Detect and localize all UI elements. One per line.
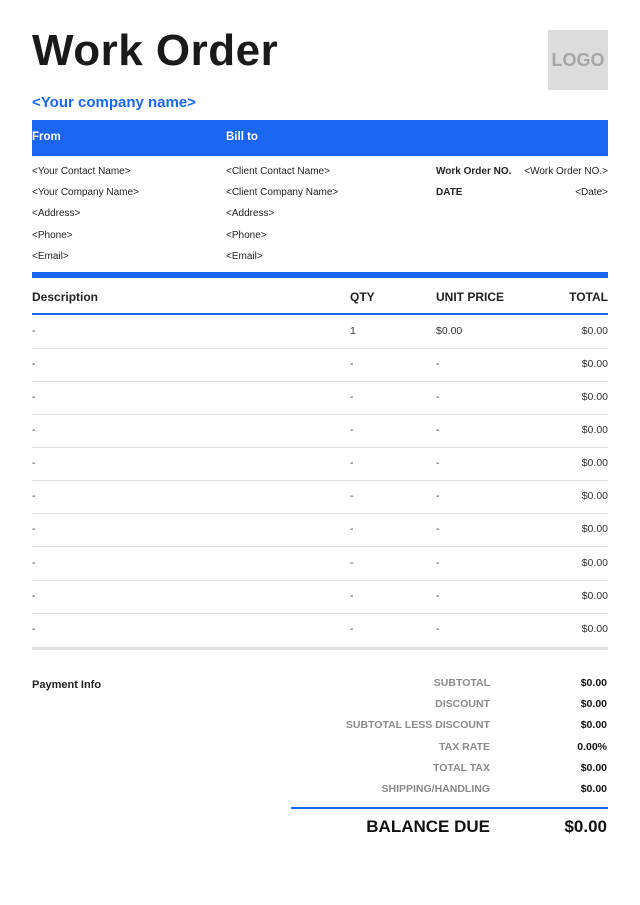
row-qty: 1	[350, 325, 356, 337]
row-unit-price: $0.00	[436, 325, 463, 337]
table-row	[32, 315, 608, 349]
column-header-description: Description	[32, 290, 99, 304]
table-row	[32, 480, 608, 514]
row-unit-price: -	[436, 424, 440, 436]
row-total: $0.00	[581, 623, 608, 635]
row-total: $0.00	[581, 523, 608, 535]
row-description: -	[32, 623, 36, 635]
tax-rate-value: 0.00%	[577, 741, 607, 753]
row-description: -	[32, 325, 36, 337]
bill-to-address: <Address>	[226, 208, 275, 219]
row-total: $0.00	[581, 391, 608, 403]
row-description: -	[32, 424, 36, 436]
row-description: -	[32, 590, 36, 602]
row-total: $0.00	[581, 325, 608, 337]
row-qty: -	[350, 557, 354, 569]
subtotal-label: SUBTOTAL	[433, 677, 490, 689]
column-header-unit-price: UNIT PRICE	[436, 290, 505, 304]
table-row	[32, 447, 608, 481]
row-total: $0.00	[581, 590, 608, 602]
row-unit-price: -	[436, 623, 440, 635]
row-description: -	[32, 391, 36, 403]
column-header-total: TOTAL	[569, 290, 608, 304]
row-unit-price: -	[436, 557, 440, 569]
subtotal-less-discount-label: SUBTOTAL LESS DISCOUNT	[345, 719, 490, 731]
from-address: <Address>	[32, 208, 81, 219]
row-total: $0.00	[581, 358, 608, 370]
balance-divider	[291, 807, 608, 809]
row-qty: -	[350, 623, 354, 635]
row-description: -	[32, 358, 36, 370]
discount-value: $0.00	[580, 698, 607, 710]
row-total: $0.00	[581, 457, 608, 469]
row-unit-price: -	[436, 523, 440, 535]
row-qty: -	[350, 457, 354, 469]
row-qty: -	[350, 523, 354, 535]
subtotal-value: $0.00	[580, 677, 607, 689]
discount-label: DISCOUNT	[435, 698, 490, 710]
column-header-qty: QTY	[350, 290, 375, 304]
row-unit-price: -	[436, 358, 440, 370]
date-value: <Date>	[575, 187, 608, 198]
row-description: -	[32, 557, 36, 569]
total-tax-label: TOTAL TAX	[433, 762, 490, 774]
work-order-number-value: <Work Order NO.>	[524, 166, 608, 177]
balance-due-value: $0.00	[564, 817, 607, 836]
shipping-handling-value: $0.00	[580, 783, 607, 795]
section-divider	[32, 272, 608, 278]
shipping-handling-label: SHIPPING/HANDLING	[381, 783, 490, 795]
work-order-number-label: Work Order NO.	[436, 166, 512, 177]
bill-to-label: Bill to	[226, 131, 258, 143]
row-unit-price: -	[436, 490, 440, 502]
page-title: Work Order	[32, 26, 279, 75]
from-email: <Email>	[32, 251, 69, 262]
table-row	[32, 414, 608, 448]
table-row	[32, 381, 608, 415]
row-qty: -	[350, 358, 354, 370]
date-label: DATE	[436, 187, 463, 198]
row-qty: -	[350, 391, 354, 403]
from-company-name: <Your Company Name>	[32, 187, 139, 198]
table-row	[32, 348, 608, 382]
table-bottom-border	[32, 647, 608, 650]
bill-to-email: <Email>	[226, 251, 263, 262]
subtotal-less-discount-value: $0.00	[580, 719, 607, 731]
row-unit-price: -	[436, 391, 440, 403]
logo-placeholder: LOGO	[548, 30, 608, 90]
row-description: -	[32, 523, 36, 535]
row-total: $0.00	[581, 557, 608, 569]
from-phone: <Phone>	[32, 230, 73, 241]
header-bar	[32, 120, 608, 156]
table-row	[32, 547, 608, 581]
bill-to-phone: <Phone>	[226, 230, 267, 241]
row-total: $0.00	[581, 490, 608, 502]
row-qty: -	[350, 490, 354, 502]
table-row	[32, 613, 608, 646]
row-unit-price: -	[436, 590, 440, 602]
from-label: From	[32, 131, 61, 143]
bill-to-company-name: <Client Company Name>	[226, 187, 339, 198]
row-unit-price: -	[436, 457, 440, 469]
payment-info-label: Payment Info	[32, 679, 102, 691]
table-row	[32, 513, 608, 547]
company-name: <Your company name>	[32, 94, 196, 111]
row-description: -	[32, 457, 36, 469]
bill-to-contact-name: <Client Contact Name>	[226, 166, 330, 177]
from-contact-name: <Your Contact Name>	[32, 166, 131, 177]
row-total: $0.00	[581, 424, 608, 436]
total-tax-value: $0.00	[580, 762, 607, 774]
row-description: -	[32, 490, 36, 502]
tax-rate-label: TAX RATE	[439, 741, 490, 753]
row-qty: -	[350, 590, 354, 602]
row-qty: -	[350, 424, 354, 436]
balance-due-label: BALANCE DUE	[366, 817, 490, 836]
table-row	[32, 580, 608, 614]
